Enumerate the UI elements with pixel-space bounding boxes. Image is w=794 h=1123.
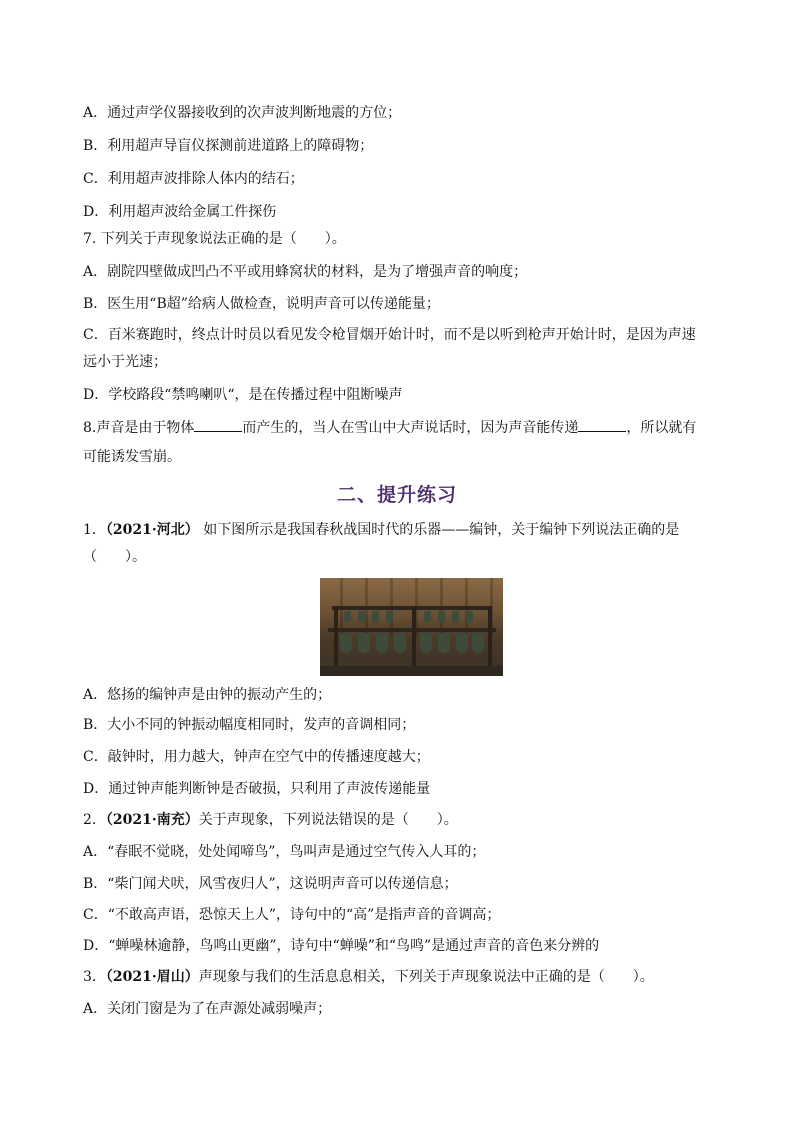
problem-1-stem-line2: （ ）。	[83, 549, 146, 565]
question-8-part3: ，所以就有	[626, 420, 697, 436]
problem-1-option-c: C．敲钟时，用力越大，钟声在空气中的传播速度越大；	[83, 749, 430, 765]
problem-3-number: 3．	[83, 969, 106, 985]
problem-1-number: 1．	[83, 522, 106, 538]
problem-2-source: （2021·南充）	[105, 812, 199, 828]
problem-1-source: （2021·河北）	[105, 522, 199, 538]
question-7-option-c-line1: C．百米赛跑时，终点计时员以看见发令枪冒烟开始计时，而不是以听到枪声开始计时，是因为声速	[83, 327, 696, 343]
answer-blank-1[interactable]	[194, 417, 242, 432]
question-7-option-c-line2: 远小于光速；	[83, 354, 167, 370]
option-b-text: B．利用超声导盲仪探测前进道路上的障碍物；	[83, 138, 374, 154]
problem-2-option-a: A．“春眠不觉晓，处处闻啼鸟”，鸟叫声是通过空气传入人耳的；	[83, 844, 486, 860]
problem-2-text: 关于声现象，下列说法错误的是（ ）。	[198, 812, 458, 828]
question-8-line2: 可能诱发雪崩。	[83, 449, 181, 465]
problem-2-number: 2．	[83, 812, 106, 828]
question-7-option-d: D．学校路段“禁鸣喇叭“，是在传播过程中阻断噪声	[83, 387, 403, 403]
problem-1-text: 如下图所示是我国春秋战国时代的乐器——编钟，关于编钟下列说法正确的是	[198, 522, 680, 538]
problem-2-option-d: D．“蝉噪林逾静，鸟鸣山更幽”，诗句中“蝉噪”和“鸟鸣”是通过声音的音色来分辨的	[83, 938, 600, 954]
question-8-part1: 8.声音是由于物体	[83, 420, 195, 436]
problem-3-stem	[83, 967, 724, 987]
option-c-text: C．利用超声波排除人体内的结石；	[83, 171, 304, 187]
problem-1-option-b: B．大小不同的钟振动幅度相同时，发声的音调相同；	[83, 717, 416, 733]
question-7-option-b: B．医生用“B超”给病人做检查，说明声音可以传递能量；	[83, 296, 440, 312]
problem-3-text: 声现象与我们的生活息息相关，下列关于声现象说法中正确的是（ ）。	[198, 969, 654, 985]
problem-2-option-c: C．“不敢高声语，恐惊天上人”，诗句中的“高”是指声音的音调高；	[83, 907, 501, 923]
problem-3-option-a: A．关闭门窗是为了在声源处减弱噪声；	[83, 1001, 332, 1017]
problem-1-option-a: A．悠扬的编钟声是由钟的振动产生的；	[83, 687, 332, 703]
section-heading: 二、提升练习	[336, 484, 457, 506]
question-7-option-a: A．剧院四壁做成凹凸不平或用蜂窝状的材料，是为了增强声音的响度；	[83, 264, 528, 280]
problem-3-source: （2021·眉山）	[105, 969, 199, 985]
answer-blank-2[interactable]	[578, 417, 626, 432]
option-a-text: A．通过声学仪器接收到的次声波判断地震的方位；	[83, 105, 402, 121]
option-d-text: D．利用超声波给金属工件探伤	[83, 204, 277, 220]
problem-2-stem	[83, 810, 724, 830]
question-7: 7. 下列关于声现象说法正确的是（ ）。	[83, 231, 346, 247]
bianzhong-photo	[320, 578, 503, 676]
problem-1-stem	[83, 520, 724, 540]
problem-1-option-d: D．通过钟声能判断钟是否破损，只利用了声波传递能量	[83, 781, 431, 797]
question-8-part2: 而产生的，当人在雪山中大声说话时，因为声音能传递	[242, 420, 579, 436]
problem-2-option-b: B．“柴门闻犬吠，风雪夜归人”，这说明声音可以传递信息；	[83, 876, 458, 892]
question-8-line1	[83, 417, 724, 438]
